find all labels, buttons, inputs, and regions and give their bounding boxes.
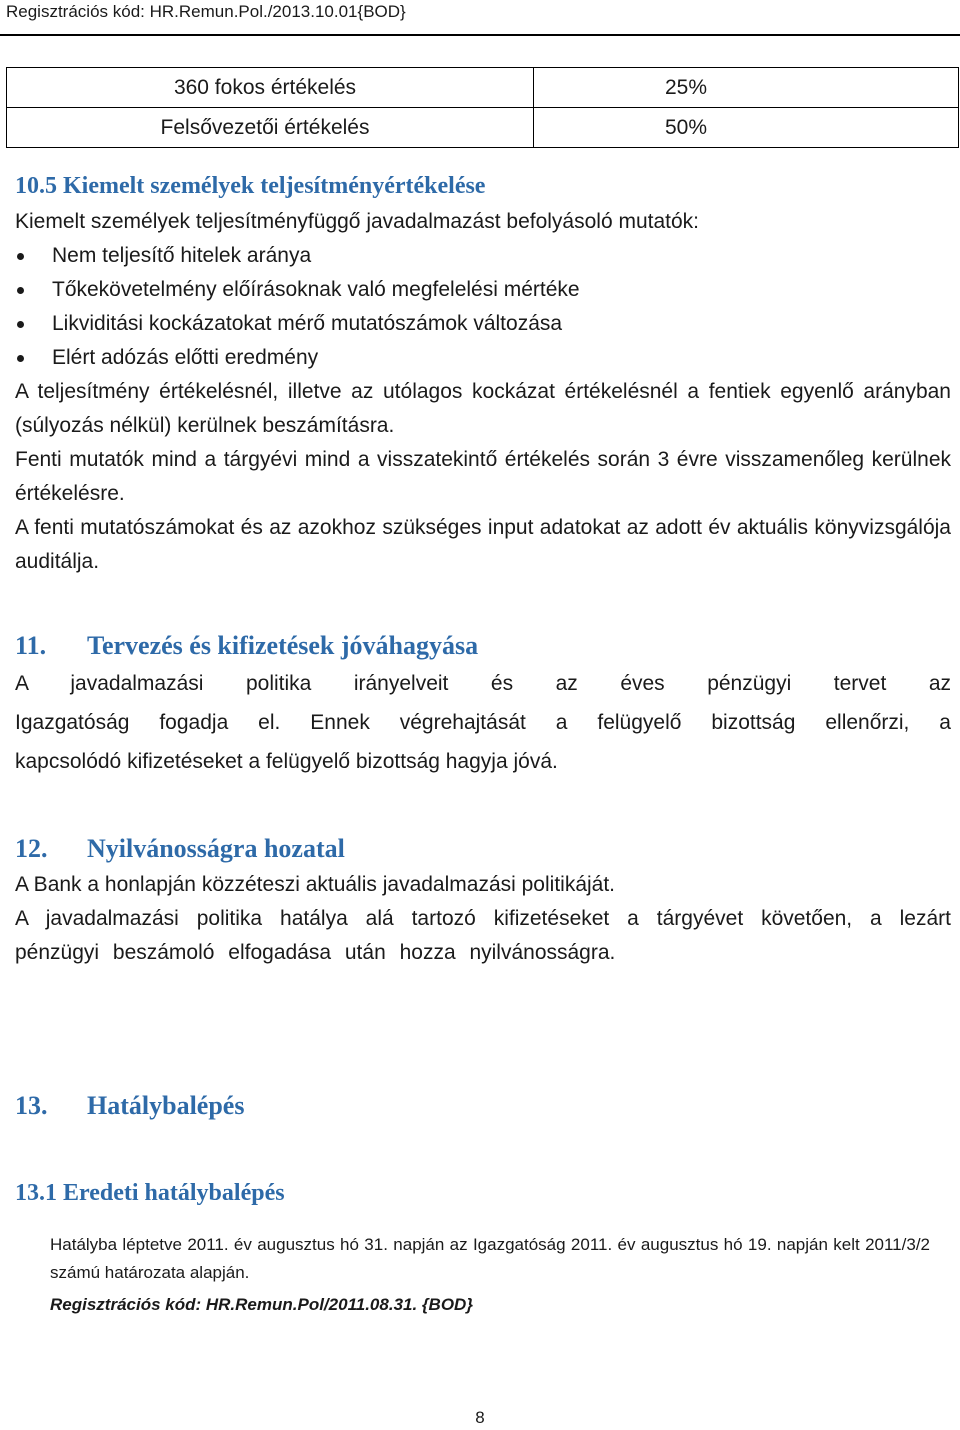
section-title: Nyilvánosságra hozatal bbox=[87, 834, 345, 863]
section-13-1-heading: 13.1 Eredeti hatálybalépés bbox=[15, 1180, 285, 1206]
bullet-icon bbox=[17, 287, 24, 294]
section-number: 12. bbox=[15, 834, 48, 863]
section-11-line: kapcsolódó kifizetéseket a felügyelő bizottság hagyja jóvá. bbox=[15, 750, 558, 773]
section-10-5-body bbox=[15, 205, 951, 579]
section-11-heading bbox=[15, 627, 951, 665]
table-row bbox=[7, 108, 959, 148]
document-header: Regisztrációs kód: HR.Remun.Pol./2013.10.01{BOD} bbox=[6, 2, 406, 21]
header-divider bbox=[0, 34, 960, 36]
section-11-body bbox=[15, 664, 951, 781]
section-11-line: A javadalmazási politika irányelveit és az éves pénzügyi tervet az bbox=[15, 672, 951, 695]
section-10-5-paragraph: A fenti mutatószámokat és az azokhoz szükséges input adatokat az adott év aktuális könyvizsgálója auditálja. bbox=[15, 516, 951, 573]
list-item: Tőkekövetelmény előírásoknak való megfelelési mértéke bbox=[15, 273, 951, 307]
page-number: 8 bbox=[475, 1408, 485, 1427]
bullet-icon bbox=[17, 253, 24, 260]
effective-date-text: Hatályba léptetve 2011. év augusztus hó 31. napján az Igazgatóság 2011. év augusztus hó 19. napján kelt 2011/3/2 számú határozata alapján. bbox=[50, 1235, 930, 1282]
list-item: Likviditási kockázatokat mérő mutatószámok változása bbox=[15, 307, 951, 341]
section-10-5-heading: 10.5 Kiemelt személyek teljesítményértékelése bbox=[15, 173, 486, 199]
bullet-icon bbox=[17, 321, 24, 328]
list-item: Nem teljesítő hitelek aránya bbox=[15, 239, 951, 273]
bullet-icon bbox=[17, 355, 24, 362]
table-cell-label: 360 fokos értékelés bbox=[7, 68, 534, 108]
section-12-paragraph: A Bank a honlapján közzéteszi aktuális javadalmazási politikáját. bbox=[15, 873, 616, 896]
list-item: Elért adózás előtti eredmény bbox=[15, 341, 951, 375]
section-10-5-paragraph: Fenti mutatók mind a tárgyévi mind a visszatekintő értékelés során 3 évre visszamenőleg kerülnek értékelésre. bbox=[15, 448, 951, 505]
indicator-list bbox=[15, 239, 951, 375]
evaluation-weight-table bbox=[6, 67, 959, 148]
table-cell-label: Felsővezetői értékelés bbox=[7, 108, 534, 148]
section-10-5-paragraph: A teljesítmény értékelésnél, illetve az utólagos kockázat értékelésnél a fentiek egyenlő arányban (súlyozás nélkül) kerülnek beszámításra. bbox=[15, 380, 951, 437]
table-cell-value: 25% bbox=[534, 68, 959, 108]
section-12-paragraph: A javadalmazási politika hatálya alá tartozó kifizetéseket a tárgyévet követően, a lezárt pénzügyi beszámoló elfogadása után hozza nyilvánosságra. bbox=[15, 907, 951, 964]
table-cell-value: 50% bbox=[534, 108, 959, 148]
table-row bbox=[7, 68, 959, 108]
section-number: 11. bbox=[15, 631, 47, 660]
registration-code: Regisztrációs kód: HR.Remun.Pol/2011.08.31. {BOD} bbox=[50, 1295, 473, 1314]
section-title: Tervezés és kifizetések jóváhagyása bbox=[87, 631, 479, 660]
section-10-5-intro: Kiemelt személyek teljesítményfüggő javadalmazást befolyásoló mutatók: bbox=[15, 210, 699, 233]
section-11-line: Igazgatóság fogadja el. Ennek végrehajtását a felügyelő bizottság ellenőrzi, a bbox=[15, 711, 951, 734]
section-12-body bbox=[15, 868, 951, 970]
section-number: 13. bbox=[15, 1091, 48, 1120]
section-13-heading bbox=[15, 1087, 951, 1125]
section-12-heading bbox=[15, 830, 951, 868]
section-title: Hatálybalépés bbox=[87, 1091, 245, 1120]
